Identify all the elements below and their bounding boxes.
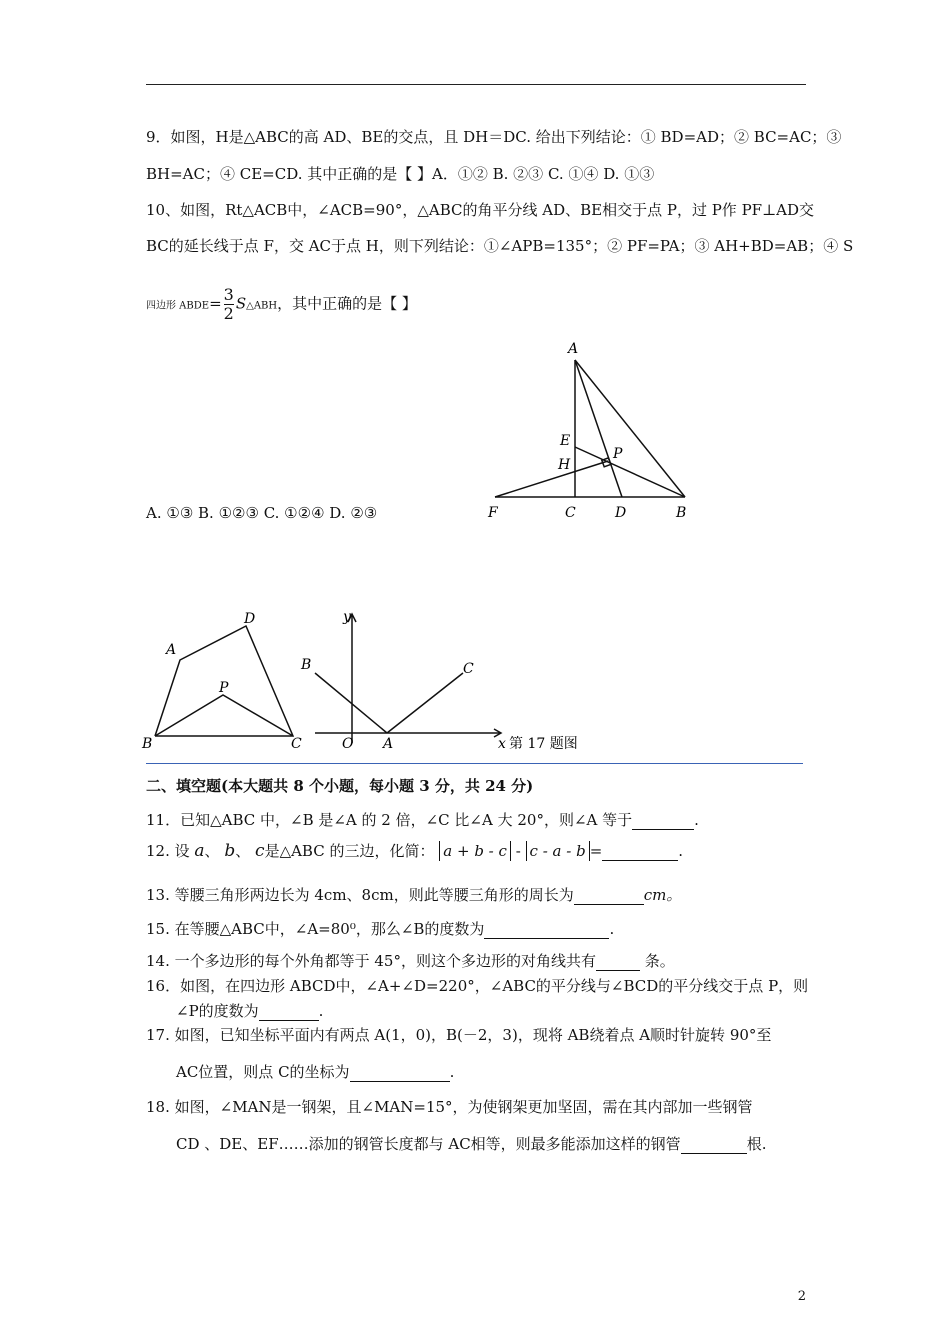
label-C: C bbox=[291, 736, 302, 752]
label-H: H bbox=[558, 457, 571, 473]
answer-blank bbox=[259, 1000, 319, 1021]
answer-blank bbox=[632, 809, 694, 830]
label-E: E bbox=[560, 433, 571, 449]
label-B: B bbox=[301, 657, 312, 673]
q9-line2: BH=AC；④ CE=CD. 其中正确的是【 】A．①② B. ②③ C. ①④ D. ①③ bbox=[146, 165, 655, 183]
label-D: D bbox=[244, 611, 256, 627]
answer-blank bbox=[350, 1061, 450, 1082]
q12: 12. 设 a、 b、 c是△ABC 的三边，化简： a + b - c - c - a - b = . bbox=[146, 841, 684, 861]
q10-quad-label: 四边形 ABDE bbox=[146, 300, 210, 312]
q17-line1: 17. 如图，已知坐标平面内有两点 A(1，0)，B(－2，3)，现将 AB绕着点 A顺时针旋转 90°至 bbox=[146, 1026, 772, 1044]
section-title: 二、填空题(本大题共 8 个小题，每小题 3 分，共 24 分) bbox=[146, 777, 534, 795]
abs-expression-2: c - a - b bbox=[526, 841, 590, 861]
label-D: D bbox=[615, 505, 627, 521]
q16-quadrilateral-figure bbox=[138, 608, 308, 753]
label-B: B bbox=[142, 736, 153, 752]
answer-blank bbox=[484, 918, 609, 939]
q18-line2: CD 、DE、EF……添加的钢管长度都与 AC相等，则最多能添加这样的钢管 根. bbox=[176, 1135, 767, 1153]
label-P: P bbox=[219, 680, 229, 696]
label-x: x bbox=[498, 736, 506, 752]
page-number: 2 bbox=[797, 1289, 806, 1304]
label-O: O bbox=[342, 736, 354, 752]
section-divider bbox=[146, 763, 803, 764]
q16-line2: ∠P的度数为 . bbox=[176, 1002, 324, 1020]
label-A: A bbox=[383, 736, 394, 752]
q17-line2: AC位置，则点 C的坐标为 . bbox=[176, 1063, 455, 1081]
q17-coordinate-figure bbox=[295, 603, 595, 753]
fraction: $\frac{3}{2}$ bbox=[223, 285, 234, 323]
label-P: P bbox=[613, 446, 623, 462]
label-A: A bbox=[568, 341, 579, 357]
label-C: C bbox=[565, 505, 576, 521]
q10-line2: BC的延长线于点 F，交 AC于点 H，则下列结论：①∠APB=135°；② PF=PA；③ AH+BD=AB；④ S bbox=[146, 237, 854, 255]
label-B: B bbox=[676, 505, 687, 521]
answer-blank bbox=[602, 840, 678, 861]
q16-line1: 16．如图，在四边形 ABCD中，∠A+∠D=220°，∠ABC的平分线与∠BCD的平分线交于点 P，则 bbox=[146, 977, 809, 995]
answer-blank bbox=[596, 950, 640, 971]
header-rule bbox=[146, 84, 806, 85]
q14: 14. 一个多边形的每个外角都等于 45°，则这个多边形的对角线共有 条。 bbox=[146, 952, 675, 970]
q10-line3: 四边形 ABDE= $\frac{3}{2}$ S△ABH，其中正确的是【 】 bbox=[146, 285, 417, 323]
q10-line1: 10、如图，Rt△ACB中，∠ACB=90°，△ABC的角平分线 AD、BE相交于点 P，过 P作 PF⊥AD交 bbox=[146, 201, 815, 219]
label-y: y bbox=[343, 609, 351, 625]
q11: 11．已知△ABC 中，∠B 是∠A 的 2 倍，∠C 比∠A 大 20°，则∠A 等于 . bbox=[146, 811, 699, 829]
figure-caption: 第 17 题图 bbox=[509, 736, 578, 752]
q9-line1: 9．如图，H是△ABC的高 AD、BE的交点，且 DH＝DC. 给出下列结论：① BD=AD；② BC=AC；③ bbox=[146, 128, 842, 146]
label-F: F bbox=[488, 505, 498, 521]
answer-blank bbox=[574, 884, 644, 905]
label-C: C bbox=[463, 661, 474, 677]
answer-blank bbox=[681, 1133, 747, 1154]
q13: 13. 等腰三角形两边长为 4cm、8cm，则此等腰三角形的周长为 cm。 bbox=[146, 886, 682, 904]
q10-choices: A. ①③ B. ①②③ C. ①②④ D. ②③ bbox=[146, 504, 378, 522]
q10-triangle-figure bbox=[480, 335, 710, 525]
abs-expression-1: a + b - c bbox=[439, 841, 511, 861]
label-A: A bbox=[166, 642, 177, 658]
q18-line1: 18. 如图，∠MAN是一钢架，且∠MAN=15°，为使钢架更加坚固，需在其内部加一些钢管 bbox=[146, 1098, 753, 1116]
q15: 15. 在等腰△ABC中，∠A=80⁰，那么∠B的度数为 . bbox=[146, 920, 615, 938]
